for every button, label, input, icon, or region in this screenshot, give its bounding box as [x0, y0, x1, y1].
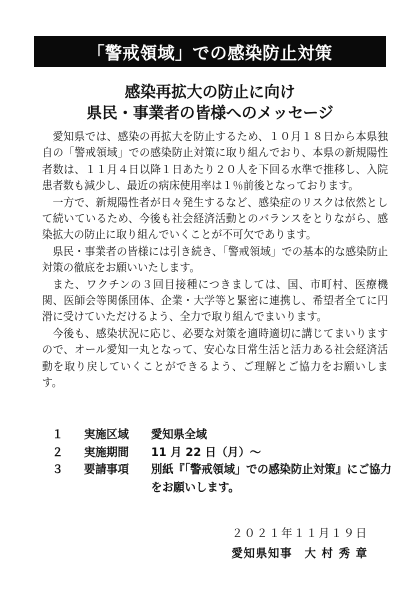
list-item: [52, 461, 392, 496]
list-item: [52, 444, 392, 462]
item-number: １: [52, 428, 64, 441]
paragraph: 一方で、新規陽性者が日々発生するなど、感染症のリスクは依然として続いているため、今後も社会経済活動とのバランスをとりながら、感染拡大の防止に取り組んでいくことが不可欠であります。: [42, 196, 388, 242]
issue-date: ２０２１年１１月１９日: [231, 527, 368, 540]
item-number: ２: [52, 445, 64, 459]
item-value: 愛知県全域: [151, 428, 207, 441]
measure-list: [52, 426, 392, 496]
item-value: 11 月 22 日（月）～: [151, 445, 261, 459]
heading-line-1: 感染再拡大の防止に向け: [124, 83, 296, 101]
paragraph: 県民・事業者の皆様には引き続き、「警戒領域」での基本的な感染防止対策の徹底をお願いいたします。: [42, 245, 388, 275]
item-number: ３: [52, 463, 64, 476]
item-label: 実施区域: [84, 428, 129, 441]
item-label: 実施期間: [84, 445, 129, 459]
list-item: [52, 426, 392, 444]
title-banner: 「警戒領域」での感染防止対策: [34, 36, 386, 67]
paragraph: 愛知県では、感染の再拡大を防止するため、１０月１８日から本県独自の「警戒領域」での感染防止対策に取り組んでおり、本県の新規陽性者数は、１１月４日以降１日あたり２０人を下回る水準で推移し、入院患者数も減少し、最近の病床使用率は１％前後となっております。: [42, 131, 388, 193]
item-value: 別紙『「警戒領域」での感染防止対策』にご協力をお願いします。: [151, 463, 392, 494]
paragraph: また、ワクチンの３回目接種につきましては、国、市町村、医療機関、医師会等関係団体、企業・大学等と緊密に連携し、希望者全てに円滑に受けていただけるよう、全力で取り組んでまいります。: [42, 278, 388, 324]
heading-line-2: 県民・事業者の皆様へのメッセージ: [86, 104, 334, 122]
signer: 愛知県知事 大 村 秀 章: [231, 547, 368, 560]
item-label: 要請事項: [84, 463, 129, 476]
paragraph: 今後も、感染状況に応じ、必要な対策を適時適切に講じてまいりますので、オール愛知一丸となって、安心な日常生活と活力ある社会経済活動を取り戻していくことができるよう、ご理解とご協力をお願いします。: [42, 327, 388, 390]
message-body: [42, 129, 388, 392]
